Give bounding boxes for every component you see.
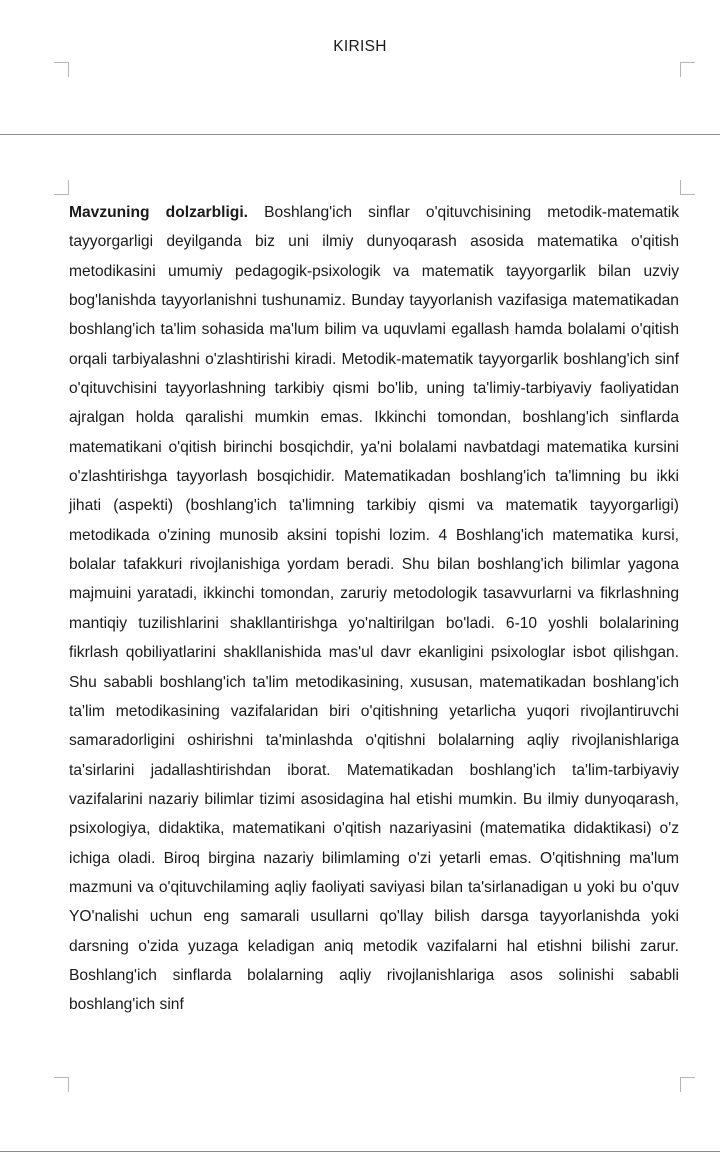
crop-mark-left xyxy=(54,180,69,195)
crop-mark-bottom-left xyxy=(54,1077,69,1092)
header-area xyxy=(0,0,720,134)
crop-mark-bottom-right xyxy=(680,1077,695,1092)
body-paragraph xyxy=(69,198,679,1020)
crop-mark-top-right xyxy=(680,62,695,77)
document-page xyxy=(0,135,720,1151)
crop-mark-right xyxy=(680,180,695,195)
crop-mark-top-left xyxy=(54,62,69,77)
page-divider-bottom xyxy=(0,1151,720,1152)
header-title: KIRISH xyxy=(333,38,387,55)
paragraph-lead: Mavzuning dolzarbligi. xyxy=(69,204,248,221)
paragraph-text: Boshlang'ich sinflar o'qituvchisining metodik-matematik tayyorgarligi deyilganda biz uni ilmiy dunyoqarash asosida matematika o'qitish metodikasini umumiy pedagogik-psixologik va matematik tayyorgarlik bilan uzviy bog'lanishda tayyorlanishni tushunamiz. Bunday tayyorlanish vazifasiga matematikadan boshlang'ich ta'lim sohasida ma'lum bilim va uquvlami egallash hamda bolalami o'qitish orqali tarbiyalashni o'zlashtirishi kiradi. Metodik-matematik tayyorgarlik boshlang'ich sinf o'qituvchisini tayyorlashning tarkibiy qismi bo'lib, uning ta'limiy-tarbiyaviy faoliyatidan ajralgan holda qaralishi mumkin emas. Ikkinchi tomondan, boshlang'ich sinflarda matematikani o'qitish birinchi bosqichdir, ya'ni bolalami navbatdagi matematika kursini o'zlashtirishga tayyorlash bosqichidir. Matematikadan boshlang'ich ta'limning bu ikki jihati (aspekti) (boshlang'ich ta'limning tarkibiy qismi va matematik tayyorgarligi) metodikada o'zining munosib aksini topishi lozim. 4 Boshlang'ich matematika kursi, bolalar tafakkuri rivojlanishiga yordam beradi. Shu bilan boshlang'ich bilimlar yagona majmuini yaratadi, ikkinchi tomondan, zaruriy metodologik tasavvurlarni va fikrlashning mantiqiy tuzilishlarini shakllantirishga yo'naltirilgan bo'ladi. 6-10 yoshli bolalarining fikrlash qobiliyatlarini shakllanishida mas'ul davr ekanligini psixologlar isbot qilishgan. Shu sababli boshlang'ich ta'lim metodikasining, xususan, matematikadan boshlang'ich ta'lim metodikasining vazifalaridan biri o'qitishning yetarlicha yuqori rivojlantiruvchi samaradorligini oshirishni ta'minlashda o'qitishni bolalarning aqliy rivojlanishlariga ta'sirlarini jadallashtirishdan iborat. Matematikadan boshlang'ich ta'lim-tarbiyaviy vazifalarini nazariy bilimlar tizimi asosidagina hal etishi mumkin. Bu ilmiy dunyoqarash, psixologiya, didaktika, matematikani o'qitish nazariyasini (matematika didaktikasi) o'z ichiga oladi. Biroq birgina nazariy bilimlaming o'zi yetarli emas. O'qitishning ma'lum mazmuni va o'qituvchilaming aqliy faoliyati saviyasi bilan ta'sirlanadigan u yoki bu o'quv YO'nalishi uchun eng samarali usullarni qo'llay bilish darsga tayyorlanishda yoki darsning o'zida yuzaga keladigan aniq metodik vazifalarni hal etishni bilishi zarur. Boshlang'ich sinflarda bolalarning aqliy rivojlanishlariga asos solinishi sababli boshlang'ich sinf xyxy=(69,204,679,1014)
